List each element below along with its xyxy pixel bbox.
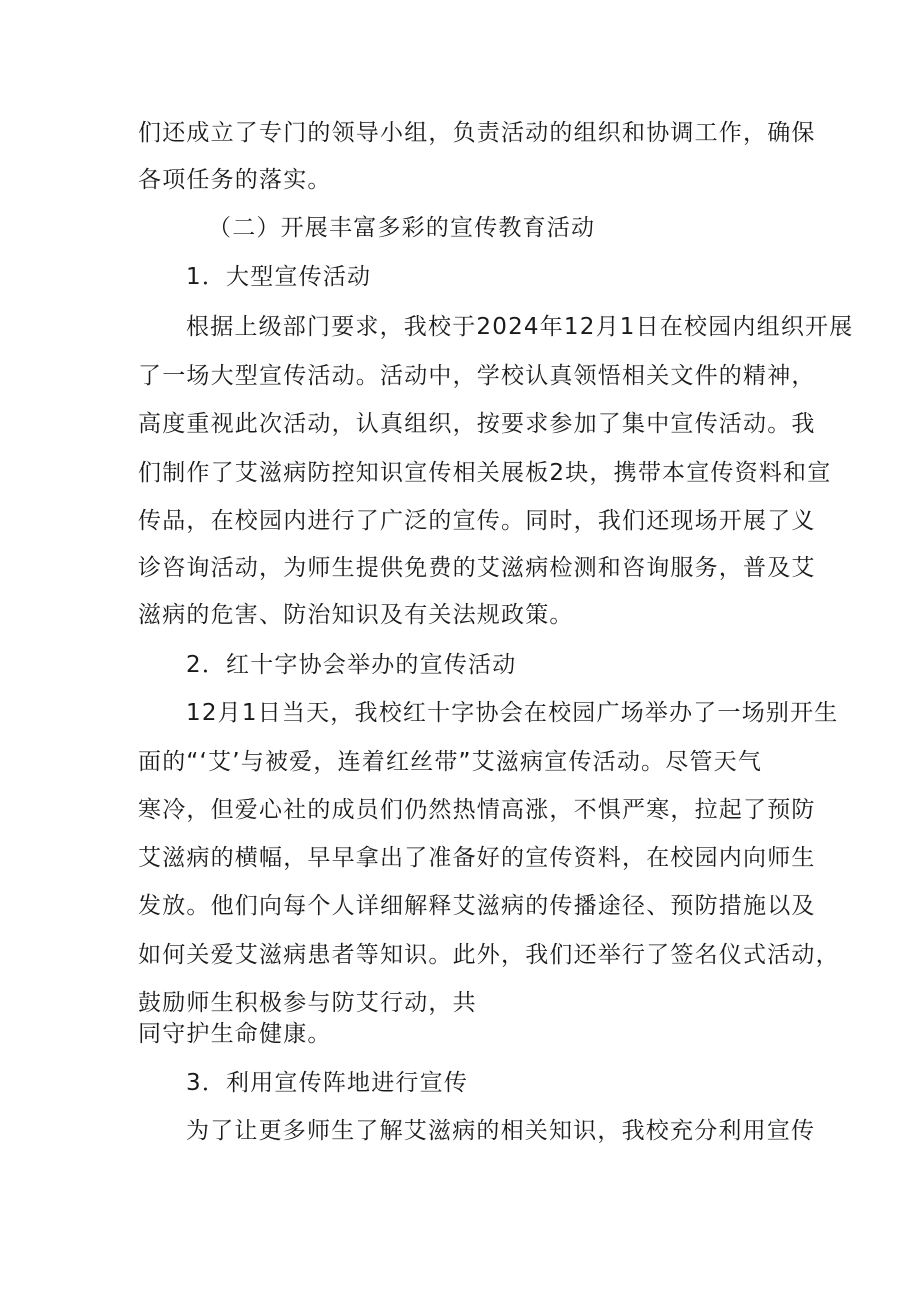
paragraph-line: 鼓励师生积极参与防艾行动，共 [138,990,477,1016]
paragraph-line: 诊咨询活动，为师生提供免费的艾滋病检测和咨询服务，普及艾 [138,555,816,581]
subsection-heading: 2．红十字协会举办的宣传活动 [186,652,517,678]
paragraph-line: 12月1日当天，我校红十字协会在校园广场举办了一场别开生 [186,700,839,726]
paragraph-line: 传品，在校园内进行了广泛的宣传。同时，我们还现场开展了义 [138,508,816,534]
paragraph-line: 面的“‘艾’与被爱，连着红丝带”艾滋病宣传活动。尽管天气 [138,749,763,775]
paragraph-line: 各项任务的落实。 [138,167,332,193]
paragraph-line: 如何关爱艾滋病患者等知识。此外，我们还举行了签名仪式活动， [138,942,840,968]
paragraph-line: 滋病的危害、防治知识及有关法规政策。 [138,602,574,628]
section-heading: （二）开展丰富多彩的宣传教育活动 [208,215,596,241]
paragraph-line: 寒冷，但爱心社的成员们仍然热情高涨，不惧严寒，拉起了预防 [138,797,816,823]
paragraph-line: 同守护生命健康。 [138,1021,332,1047]
paragraph-line: 高度重视此次活动，认真组织，按要求参加了集中宣传活动。我 [138,411,816,437]
paragraph-line: 为了让更多师生了解艾滋病的相关知识，我校充分利用宣传 [186,1118,816,1144]
paragraph-line: 们还成立了专门的领导小组，负责活动的组织和协调工作，确保 [138,120,816,146]
subsection-heading: 3．利用宣传阵地进行宣传 [186,1070,469,1096]
subsection-heading: 1．大型宣传活动 [186,264,372,290]
paragraph-line: 根据上级部门要求，我校于2024年12月1日在校园内组织开展 [186,314,854,340]
paragraph-line: 艾滋病的横幅，早早拿出了准备好的宣传资料，在校园内向师生 [138,845,816,871]
paragraph-line: 发放。他们向每个人详细解释艾滋病的传播途径、预防措施以及 [138,893,816,919]
paragraph-line: 了一场大型宣传活动。活动中，学校认真领悟相关文件的精神， [138,363,816,389]
paragraph-line: 们制作了艾滋病防控知识宣传相关展板2块，携带本宣传资料和宣 [138,460,832,486]
